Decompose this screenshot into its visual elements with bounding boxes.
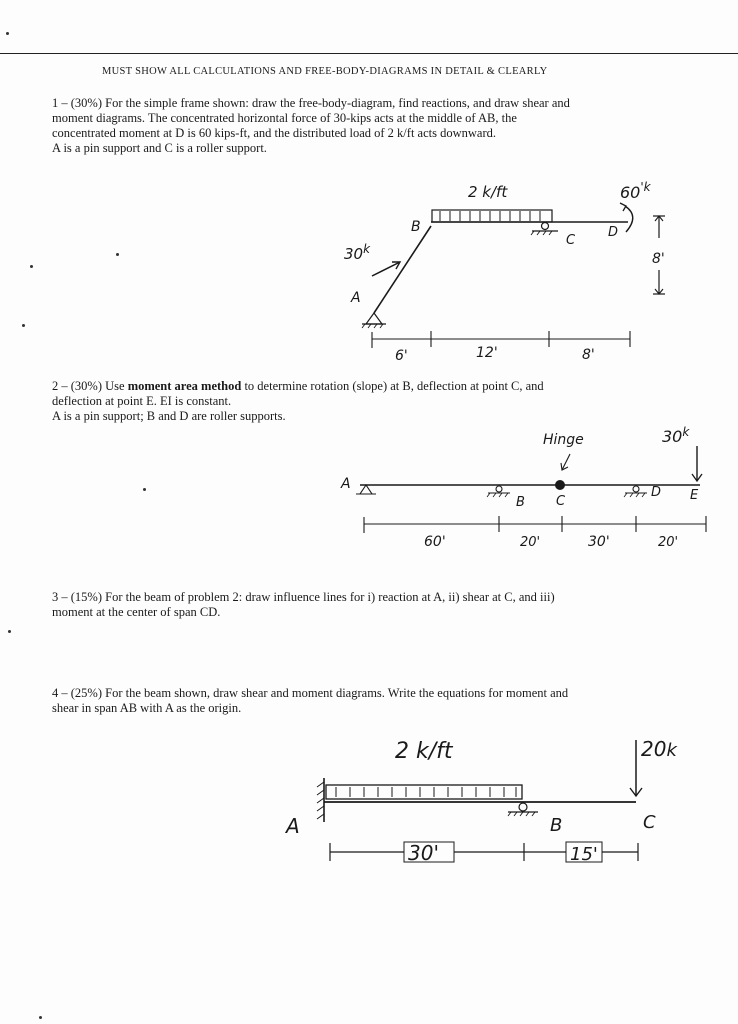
problem-1-line: A is a pin support and C is a roller support.: [52, 141, 267, 155]
problem-1-line: concentrated moment at D is 60 kips-ft, and the distributed load of 2 k/ft acts downward.: [52, 126, 496, 140]
problem-2-line: 2 – (30%) Use moment area method to determine rotation (slope) at B, deflection at point C, and: [52, 379, 544, 393]
problem-3-line: 3 – (15%) For the beam of problem 2: draw influence lines for i) reaction at A, ii) shear at C, and iii): [52, 590, 555, 604]
dim-30: 30': [588, 534, 610, 550]
scan-speck: [22, 324, 25, 327]
dim-60: 60': [424, 534, 446, 550]
distributed-load-box: [326, 785, 522, 799]
problem-4-line: 4 – (25%) For the beam shown, draw shear and moment diagrams. Write the equations for moment and: [52, 686, 569, 700]
label-c: C: [643, 812, 656, 833]
dim-15: 15': [570, 844, 598, 865]
label-a: A: [286, 814, 300, 838]
label-a: A: [341, 476, 351, 492]
scan-speck: [143, 488, 146, 491]
dim-20: 20': [520, 535, 541, 550]
dim-20b: 20': [658, 535, 679, 550]
problem-2-line: A is a pin support; B and D are roller supports.: [52, 409, 286, 423]
scan-speck: [39, 1016, 42, 1019]
scan-speck: [30, 265, 33, 268]
problem-2-line: deflection at point E. EI is constant.: [52, 394, 232, 408]
dim-30: 30': [408, 841, 439, 865]
load-label: 2 k/ft: [395, 739, 453, 764]
scan-speck: [6, 32, 9, 35]
height-dim: 8': [652, 251, 665, 267]
hinge-label: Hinge: [543, 432, 584, 448]
label-b: B: [550, 815, 563, 836]
problem-4-line: shear in span AB with A as the origin.: [52, 701, 242, 715]
label-e: E: [690, 488, 699, 503]
bold-phrase: moment area method: [127, 379, 242, 393]
dim-12: 12': [476, 345, 498, 361]
problem-3-line: moment at the center of span CD.: [52, 605, 221, 619]
label-d: D: [651, 485, 662, 500]
roller-b: [519, 803, 527, 811]
load-label: 2 k/ft: [468, 183, 508, 201]
page-header: MUST SHOW ALL CALCULATIONS AND FREE-BODY-DIAGRAMS IN DETAIL & CLEARLY: [102, 66, 548, 77]
label-b: B: [411, 219, 421, 235]
scan-speck: [116, 253, 119, 256]
label-b: B: [516, 495, 525, 510]
dim-8: 8': [582, 347, 595, 363]
label-a: A: [351, 290, 361, 306]
problem-1-line: 1 – (30%) For the simple frame shown: draw the free-body-diagram, find reactions, and draw shear and: [52, 96, 570, 110]
label-d: D: [608, 225, 619, 240]
label-c: C: [556, 494, 566, 509]
force-label: 30$^k$: [344, 242, 371, 263]
moment-label: $60^{'k}$: [620, 180, 651, 202]
force-label: 30$^k$: [662, 425, 690, 446]
problem-1-line: moment diagrams. The concentrated horizontal force of 30-kips acts at the middle of AB, the: [52, 111, 517, 125]
scan-speck: [8, 630, 11, 633]
label-c: C: [566, 233, 576, 248]
dim-6: 6': [395, 348, 408, 364]
distributed-load-arrows: [336, 787, 516, 797]
force-label: 20k: [641, 737, 677, 761]
